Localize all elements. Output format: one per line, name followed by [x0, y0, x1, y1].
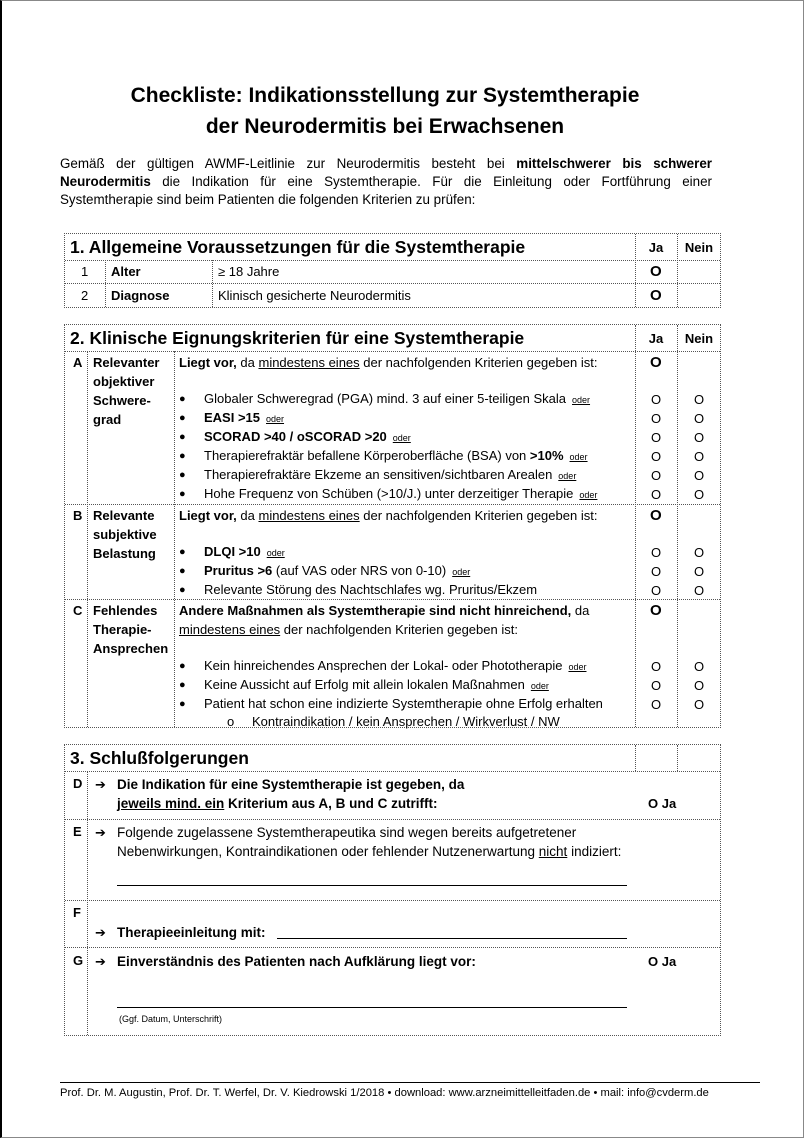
signature-field[interactable]: [117, 1007, 627, 1008]
criterion-a-letter: A: [73, 355, 83, 370]
row2-value: Klinisch gesicherte Neurodermitis: [218, 288, 411, 303]
conclusion-d-text: Die Indikation für eine Systemtherapie ist gegeben, da jeweils mind. ein Kriterium aus A, B und C zutrifft:: [117, 777, 465, 811]
a-item-3: SCORAD >40 / oSCORAD >20 oder: [204, 429, 411, 444]
footer: Prof. Dr. M. Augustin, Prof. Dr. T. Werfel, Dr. V. Kiedrowski 1/2018 • download: www.arzneimittelleitfaden.de • mail: info@cvderm.de: [60, 1087, 709, 1099]
conclusion-g-letter: G: [73, 953, 84, 968]
row1-label: Alter: [111, 264, 141, 279]
arrow-icon: ➔: [95, 954, 106, 969]
a-item-2: EASI >15 oder: [204, 410, 285, 425]
intro-paragraph: [60, 155, 712, 209]
therapy-start-label: Therapieeinleitung mit:: [117, 925, 266, 940]
b-item-3: Relevante Störung des Nachtschlafes wg. Pruritus/Ekzem: [204, 582, 538, 597]
criterion-c-letter: C: [73, 603, 83, 618]
criterion-b-yes-checkbox[interactable]: O: [650, 507, 662, 524]
row2-yes-checkbox[interactable]: O: [650, 287, 662, 304]
title-line-2: der Neurodermitis bei Erwachsenen: [205, 115, 565, 138]
section1-heading: 1. Allgemeine Voraussetzungen für die Systemtherapie: [70, 237, 526, 257]
a-item-1: Globaler Schweregrad (PGA) mind. 3 auf einer 5-teiligen Skala oder: [204, 391, 591, 406]
consent-label: Einverständnis des Patienten nach Aufklärung liegt vor:: [117, 954, 476, 969]
contraindicated-drugs-field[interactable]: [117, 885, 627, 886]
criterion-a-intro: Liegt vor, da mindestens eines der nachfolgenden Kriterien gegeben ist:: [179, 355, 598, 370]
signature-note: (Ggf. Datum, Unterschrift): [119, 1014, 223, 1024]
criterion-b-letter: B: [73, 508, 83, 523]
criterion-a-label: Relevanter objektiver Schwere- grad: [93, 355, 160, 427]
criterion-a-yes-checkbox[interactable]: O: [650, 354, 662, 371]
section3-heading: 3. Schlußfolgerungen: [70, 748, 249, 768]
section-general-requirements: [64, 233, 721, 308]
section2-col-yes: Ja: [648, 331, 664, 346]
intro-text-1: Gemäß der gültigen AWMF-Leitlinie zur Neurodermitis besteht bei: [60, 156, 517, 171]
section1-col-yes: Ja: [648, 240, 664, 255]
row2-label: Diagnose: [111, 288, 170, 303]
row1-num: 1: [81, 264, 89, 279]
conclusion-f-letter: F: [73, 905, 81, 920]
a-item-5: Therapierefraktäre Ekzeme an sensitiven/sichtbaren Arealen oder: [204, 467, 577, 482]
title-line-1: Checkliste: Indikationsstellung zur Systemtherapie: [130, 84, 640, 107]
arrow-icon: ➔: [95, 925, 106, 940]
consent-yes-checkbox[interactable]: O Ja: [648, 954, 677, 969]
footer-divider: [60, 1082, 760, 1083]
conclusion-d-letter: D: [73, 776, 83, 791]
c-subitem: Kontraindikation / kein Ansprechen / Wirkverlust / NW: [252, 714, 560, 729]
intro-text-2: die Indikation für eine Systemtherapie. Für die Einleitung oder Fortführung einer Systemtherapie sind beim Patienten die folgenden Kriterien zu prüfen:: [60, 174, 712, 207]
criterion-c-intro: Andere Maßnahmen als Systemtherapie sind nicht hinreichend, da mindestens eines der nachfolgenden Kriterien gegeben ist:: [179, 603, 590, 637]
intro-bold: mittelschwerer bis schwerer Neurodermitis: [60, 156, 712, 189]
c-item-2: Keine Aussicht auf Erfolg mit allein lokalen Maßnahmen oder: [204, 677, 549, 692]
a-item-4: Therapierefraktär befallene Körperoberfläche (BSA) von >10% oder: [204, 448, 588, 463]
row1-yes-checkbox[interactable]: O: [650, 263, 662, 280]
page-title: [0, 80, 770, 142]
arrow-icon: ➔: [95, 777, 106, 792]
b-item-2: Pruritus >6 (auf VAS oder NRS von 0-10) oder: [204, 563, 471, 578]
section-clinical-criteria: 2. Klinische Eignungskriterien für eine Systemtherapie Ja Nein A Relevanter objektiver Schwere- grad Liegt vor, da mindestens eines der nachfolgenden Kriterien gegeben ist: O ● Globaler Schweregrad (PGA) mind. 3 auf einer 5-teiligen Skala oder ● EASI >15 oder ● SCORAD >40 / oSCORAD >20 oder ● Therapierefraktär befallene Körperoberfläche (BSA) von >10% oder ● Therapierefraktäre Ekzeme an sensitiven/sichtbaren Arealen oder ● Hohe Frequenz von Schüben (>10/J.) unter derzeitiger Therapie oder O O O O O O O O O O O O B Relevante subjektive Belastung Liegt vor, da mindestens eines der nachfolgenden Kriterien gegeben ist: O ● DLQI >10 oder ● Pruritus >6 (auf VAS oder NRS von 0-10) oder ● Relevante Störung des Nachtschlafes wg. Pruritus/Ekzem O O O O O O C Fehlendes Therapie- Ansprechen Andere Maßnahmen als Systemtherapie sind nicht hinreichend, da mindestens eines der nachfolgenden Kriterien gegeben ist: O ● Kein hinreichendes Ansprechen der Lokal- oder Phototherapie oder ● Keine Aussicht auf Erfolg mit allein lokalen Maßnahmen oder ● Patient hat schon eine indizierte Systemtherapie ohne Erfolg erhalten o Kontraindikation / kein Ansprechen / Wirkverlust / NW O O O O O O: [64, 324, 721, 728]
conclusion-e-letter: E: [73, 824, 82, 839]
section2-heading: 2. Klinische Eignungskriterien für eine Systemtherapie: [70, 328, 525, 348]
criterion-c-label: Fehlendes Therapie- Ansprechen: [93, 603, 169, 656]
conclusion-d-yes-checkbox[interactable]: O Ja: [648, 796, 677, 811]
row1-value: ≥ 18 Jahre: [218, 264, 280, 279]
c-item-3: Patient hat schon eine indizierte Systemtherapie ohne Erfolg erhalten: [204, 696, 603, 711]
section-conclusions: [64, 744, 721, 1036]
b-item-1: DLQI >10 oder: [204, 544, 285, 559]
section2-col-no: Nein: [684, 331, 714, 346]
row2-num: 2: [81, 288, 89, 303]
criterion-b-intro: Liegt vor, da mindestens eines der nachfolgenden Kriterien gegeben ist:: [179, 508, 598, 523]
criterion-c-yes-checkbox[interactable]: O: [650, 602, 662, 619]
conclusion-e-text: Folgende zugelassene Systemtherapeutika sind wegen bereits aufgetretener Nebenwirkungen, Kontraindikationen oder fehlender Nutzenerwartung nicht indiziert:: [117, 825, 622, 859]
c-item-1: Kein hinreichendes Ansprechen der Lokal- oder Phototherapie oder: [204, 658, 587, 673]
therapy-start-field[interactable]: [277, 938, 627, 939]
arrow-icon: ➔: [95, 825, 106, 840]
a-item-6: Hohe Frequenz von Schüben (>10/J.) unter derzeitiger Therapie oder: [204, 486, 598, 501]
section1-col-no: Nein: [684, 240, 714, 255]
criterion-b-label: Relevante subjektive Belastung: [93, 508, 157, 561]
